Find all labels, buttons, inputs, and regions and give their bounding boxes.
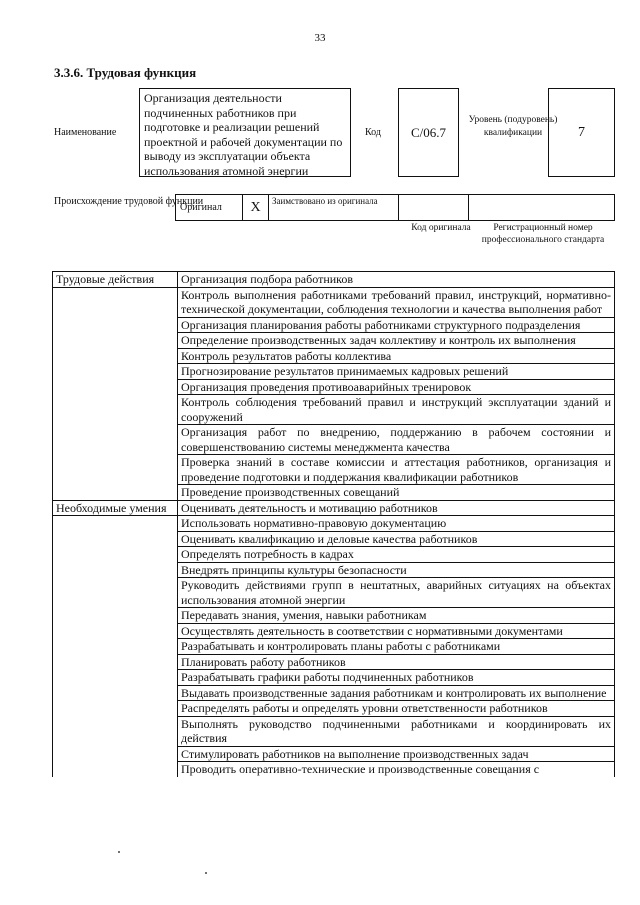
- table-row: [53, 333, 615, 349]
- scan-speck: [118, 851, 120, 853]
- table-row: [53, 500, 615, 516]
- item-cell: Разрабатывать и контролировать планы работы с работниками: [178, 639, 615, 655]
- category-cell: [53, 317, 178, 333]
- function-details-table: [52, 271, 615, 777]
- item-cell: Контроль выполнения работниками требований правил, инструкций, нормативно-технической документации, соблюдения технологии и качества выполнения работ: [178, 287, 615, 317]
- category-cell: [53, 716, 178, 746]
- category-cell: Необходимые умения: [53, 500, 178, 516]
- category-cell: [53, 547, 178, 563]
- original-code-label: Код оригинала: [411, 223, 471, 233]
- item-cell: Использовать нормативно-правовую документацию: [178, 516, 615, 532]
- category-cell: [53, 578, 178, 608]
- code-box: C/06.7: [398, 88, 459, 177]
- borrowed-cell: Заимствовано из оригинала: [269, 195, 399, 220]
- item-cell: Проверка знаний в составе комиссии и аттестация работников, организация и проведение подготовки и поддержания квалификации работников: [178, 455, 615, 485]
- table-row: [53, 623, 615, 639]
- table-row: [53, 287, 615, 317]
- item-cell: Передавать знания, умения, навыки работникам: [178, 608, 615, 624]
- table-row: [53, 395, 615, 425]
- category-cell: [53, 654, 178, 670]
- table-row: [53, 746, 615, 762]
- table-row: [53, 455, 615, 485]
- item-cell: Осуществлять деятельность в соответствии с нормативными документами: [178, 623, 615, 639]
- page-number: 33: [314, 32, 326, 44]
- item-cell: Определение производственных задач коллективу и контроль их выполнения: [178, 333, 615, 349]
- scan-speck: [205, 872, 207, 874]
- table-row: [53, 364, 615, 380]
- function-name-box: Организация деятельности подчиненных работников при подготовке и реализации решений проектной и рабочей документации по выводу из эксплуатации объекта использования атомной энергии: [139, 88, 351, 177]
- item-cell: Проводить оперативно-технические и производственные совещания с: [178, 762, 615, 777]
- table-row: [53, 670, 615, 686]
- category-cell: [53, 516, 178, 532]
- table-row: [53, 272, 615, 288]
- item-cell: Организация планирования работы работниками структурного подразделения: [178, 317, 615, 333]
- category-cell: [53, 425, 178, 455]
- category-cell: [53, 455, 178, 485]
- category-cell: [53, 333, 178, 349]
- table-row: [53, 379, 615, 395]
- original-cell: Оригинал: [176, 195, 243, 220]
- item-cell: Выполнять руководство подчиненными работниками и координировать их действия: [178, 716, 615, 746]
- qualification-level-label: Уровень (подуровень) квалификации: [468, 115, 558, 138]
- section-title: 3.3.6. Трудовая функция: [54, 65, 197, 80]
- qualification-level-box: 7: [548, 88, 615, 177]
- category-cell: [53, 287, 178, 317]
- item-cell: Выдавать производственные задания работникам и контролировать их выполнение: [178, 685, 615, 701]
- table-row: [53, 639, 615, 655]
- item-cell: Распределять работы и определять уровни ответственности работников: [178, 701, 615, 717]
- original-code-cell: [399, 195, 469, 220]
- code-label: Код: [365, 127, 381, 138]
- category-cell: [53, 379, 178, 395]
- registration-number-cell: [469, 195, 614, 220]
- item-cell: Стимулировать работников на выполнение производственных задач: [178, 746, 615, 762]
- item-cell: Внедрять принципы культуры безопасности: [178, 562, 615, 578]
- item-cell: Руководить действиями групп в нештатных, аварийных ситуациях на объектах использования атомной энергии: [178, 578, 615, 608]
- item-cell: Контроль соблюдения требований правил и инструкций эксплуатации зданий и сооружений: [178, 395, 615, 425]
- table-row: [53, 485, 615, 501]
- category-cell: [53, 670, 178, 686]
- category-cell: [53, 701, 178, 717]
- table-row: [53, 516, 615, 532]
- table-row: [53, 531, 615, 547]
- table-row: [53, 716, 615, 746]
- item-cell: Прогнозирование результатов принимаемых кадровых решений: [178, 364, 615, 380]
- original-mark-cell: X: [243, 195, 269, 220]
- origin-label-text: Происхождение трудовой функции: [54, 196, 204, 207]
- table-row: [53, 547, 615, 563]
- table-row: [53, 562, 615, 578]
- table-row: [53, 762, 615, 777]
- item-cell: Оценивать деятельность и мотивацию работников: [178, 500, 615, 516]
- category-cell: [53, 685, 178, 701]
- category-cell: [53, 364, 178, 380]
- table-row: [53, 701, 615, 717]
- item-cell: Контроль результатов работы коллектива: [178, 348, 615, 364]
- table-row: [53, 348, 615, 364]
- category-cell: [53, 562, 178, 578]
- category-cell: [53, 485, 178, 501]
- category-cell: [53, 395, 178, 425]
- function-details-body: [53, 272, 615, 777]
- item-cell: Оценивать квалификацию и деловые качества работников: [178, 531, 615, 547]
- item-cell: Определять потребность в кадрах: [178, 547, 615, 563]
- table-row: [53, 654, 615, 670]
- category-cell: [53, 531, 178, 547]
- table-row: [53, 425, 615, 455]
- table-row: [53, 317, 615, 333]
- registration-number-label: Регистрационный номер профессионального стандарта: [481, 223, 605, 245]
- item-cell: Организация проведения противоаварийных тренировок: [178, 379, 615, 395]
- item-cell: Проведение производственных совещаний: [178, 485, 615, 501]
- category-cell: [53, 348, 178, 364]
- table-row: [53, 578, 615, 608]
- name-label: Наименование: [54, 127, 117, 138]
- item-cell: Организация работ по внедрению, поддержанию в рабочем состоянии и совершенствованию системы менеджмента качества: [178, 425, 615, 455]
- category-cell: [53, 639, 178, 655]
- category-cell: [53, 608, 178, 624]
- category-cell: [53, 762, 178, 777]
- category-cell: [53, 623, 178, 639]
- item-cell: Планировать работу работников: [178, 654, 615, 670]
- origin-row: [175, 194, 615, 221]
- item-cell: Организация подбора работников: [178, 272, 615, 288]
- table-row: [53, 608, 615, 624]
- item-cell: Разрабатывать графики работы подчиненных работников: [178, 670, 615, 686]
- category-cell: Трудовые действия: [53, 272, 178, 288]
- category-cell: [53, 746, 178, 762]
- table-row: [53, 685, 615, 701]
